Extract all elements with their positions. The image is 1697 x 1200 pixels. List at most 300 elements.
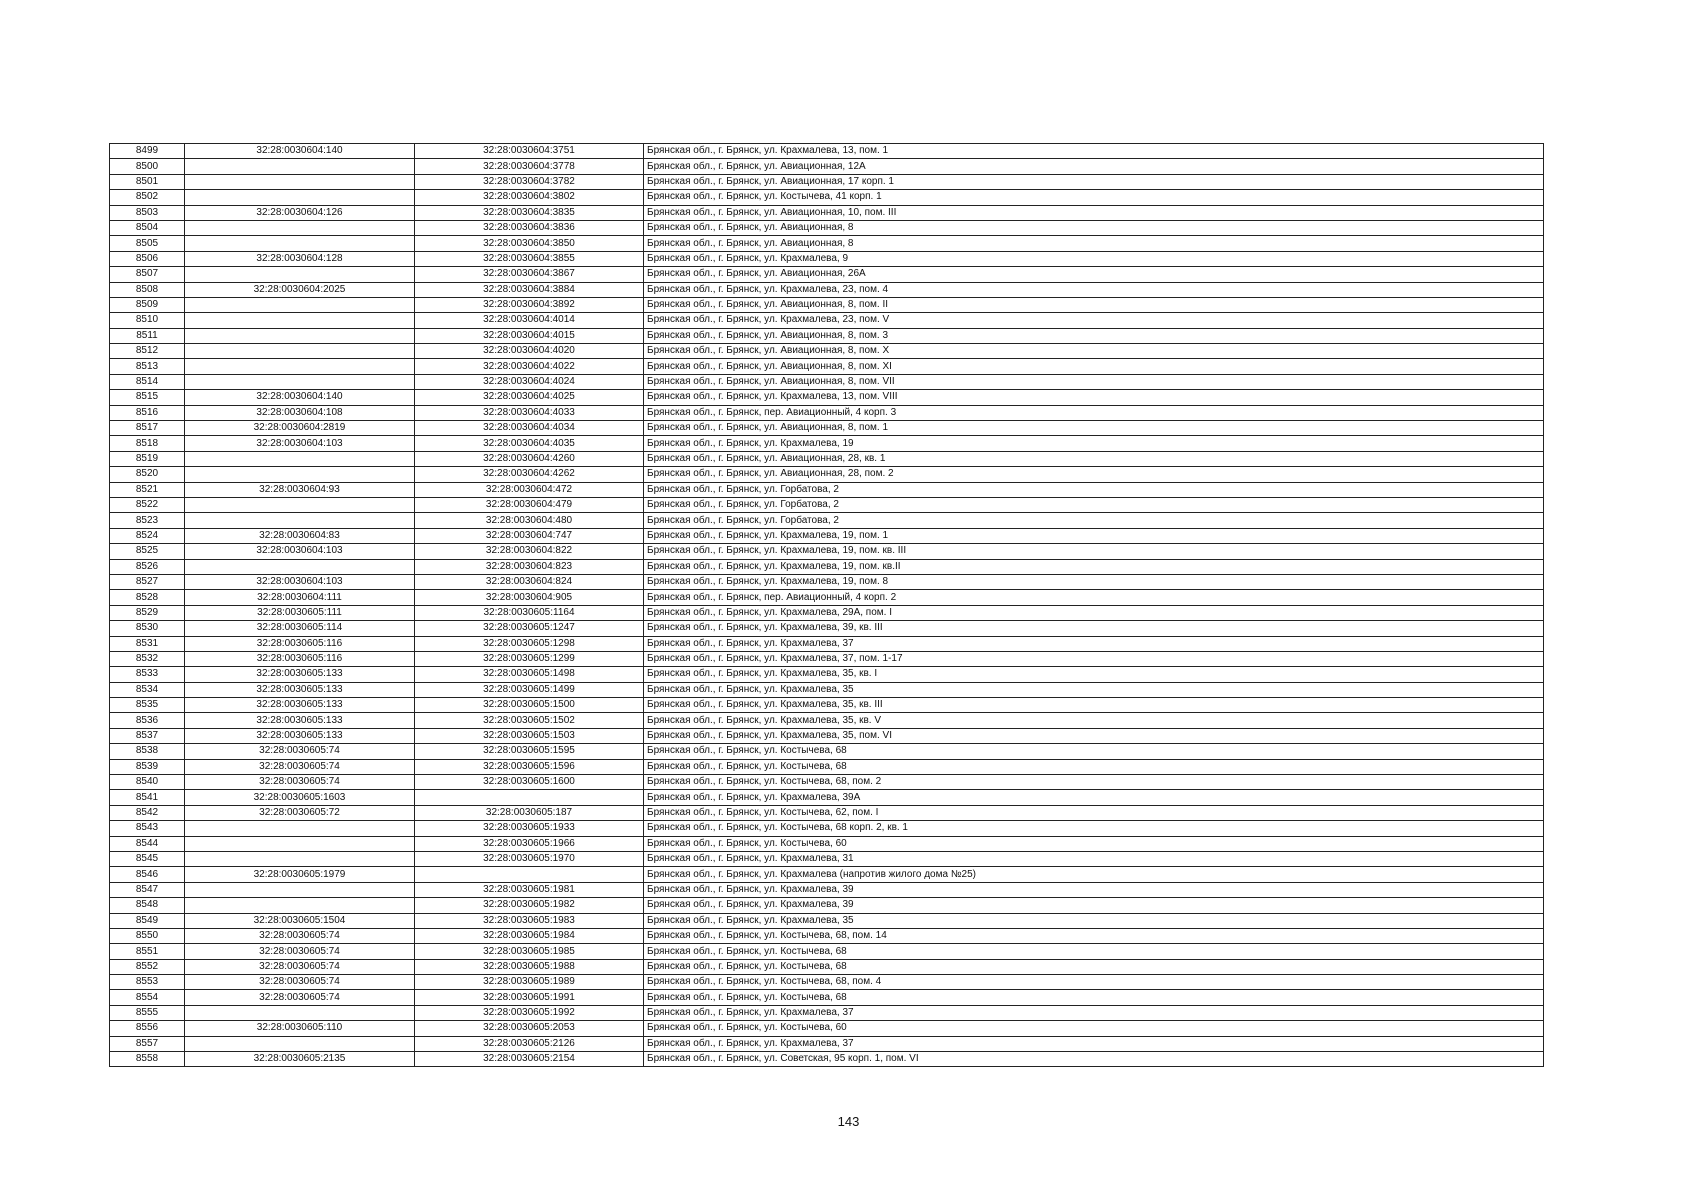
table-row	[110, 482, 1544, 497]
table-row	[110, 328, 1544, 343]
address-cell: Брянская обл., г. Брянск, ул. Крахмалева, 31	[644, 851, 1544, 866]
parent-cadastral-number-cell	[185, 451, 415, 466]
parent-cadastral-number-cell: 32:28:0030604:2819	[185, 421, 415, 436]
row-number-cell: 8549	[110, 913, 185, 928]
row-number-cell: 8535	[110, 698, 185, 713]
address-cell: Брянская обл., г. Брянск, ул. Крахмалева, 35, кв. V	[644, 713, 1544, 728]
parent-cadastral-number-cell	[185, 328, 415, 343]
parent-cadastral-number-cell	[185, 267, 415, 282]
address-cell: Брянская обл., г. Брянск, ул. Костычева, 68, пом. 4	[644, 975, 1544, 990]
table-row	[110, 898, 1544, 913]
parent-cadastral-number-cell: 32:28:0030604:93	[185, 482, 415, 497]
row-number-cell: 8529	[110, 605, 185, 620]
cadastral-number-cell: 32:28:0030605:1247	[415, 621, 644, 636]
cadastral-number-cell: 32:28:0030605:187	[415, 805, 644, 820]
parent-cadastral-number-cell: 32:28:0030605:133	[185, 667, 415, 682]
row-number-cell: 8522	[110, 497, 185, 512]
parent-cadastral-number-cell	[185, 344, 415, 359]
row-number-cell: 8532	[110, 651, 185, 666]
table-row	[110, 174, 1544, 189]
row-number-cell: 8527	[110, 574, 185, 589]
address-cell: Брянская обл., г. Брянск, ул. Крахмалева (напротив жилого дома №25)	[644, 867, 1544, 882]
cadastral-number-cell: 32:28:0030605:2053	[415, 1021, 644, 1036]
parent-cadastral-number-cell: 32:28:0030605:74	[185, 928, 415, 943]
row-number-cell: 8505	[110, 236, 185, 251]
address-cell: Брянская обл., г. Брянск, ул. Крахмалева, 39	[644, 898, 1544, 913]
address-cell: Брянская обл., г. Брянск, ул. Крахмалева, 29А, пом. I	[644, 605, 1544, 620]
cadastral-number-cell: 32:28:0030604:3778	[415, 159, 644, 174]
address-cell: Брянская обл., г. Брянск, ул. Крахмалева, 35, кв. III	[644, 698, 1544, 713]
cadastral-number-cell: 32:28:0030604:3855	[415, 251, 644, 266]
parent-cadastral-number-cell: 32:28:0030605:74	[185, 959, 415, 974]
cadastral-number-cell: 32:28:0030605:2126	[415, 1036, 644, 1051]
parent-cadastral-number-cell: 32:28:0030605:72	[185, 805, 415, 820]
table-body	[110, 144, 1544, 1067]
table-row	[110, 559, 1544, 574]
parent-cadastral-number-cell	[185, 882, 415, 897]
address-cell: Брянская обл., г. Брянск, ул. Авиационная, 8, пом. XI	[644, 359, 1544, 374]
cadastral-number-cell: 32:28:0030605:1503	[415, 728, 644, 743]
parent-cadastral-number-cell: 32:28:0030605:1504	[185, 913, 415, 928]
row-number-cell: 8499	[110, 144, 185, 159]
cadastral-number-cell: 32:28:0030605:1992	[415, 1005, 644, 1020]
row-number-cell: 8501	[110, 174, 185, 189]
address-cell: Брянская обл., г. Брянск, ул. Советская, 95 корп. 1, пом. VI	[644, 1052, 1544, 1067]
row-number-cell: 8542	[110, 805, 185, 820]
parent-cadastral-number-cell	[185, 851, 415, 866]
table-row	[110, 497, 1544, 512]
row-number-cell: 8534	[110, 682, 185, 697]
table-row	[110, 805, 1544, 820]
cadastral-number-cell: 32:28:0030605:1596	[415, 759, 644, 774]
parent-cadastral-number-cell: 32:28:0030604:103	[185, 574, 415, 589]
address-cell: Брянская обл., г. Брянск, пер. Авиационный, 4 корп. 3	[644, 405, 1544, 420]
parent-cadastral-number-cell: 32:28:0030604:126	[185, 205, 415, 220]
row-number-cell: 8510	[110, 313, 185, 328]
cadastral-number-cell: 32:28:0030604:4035	[415, 436, 644, 451]
address-cell: Брянская обл., г. Брянск, ул. Крахмалева, 23, пом. V	[644, 313, 1544, 328]
cadastral-number-cell: 32:28:0030605:1164	[415, 605, 644, 620]
table-row	[110, 851, 1544, 866]
cadastral-number-cell: 32:28:0030605:1991	[415, 990, 644, 1005]
parent-cadastral-number-cell: 32:28:0030605:74	[185, 990, 415, 1005]
row-number-cell: 8518	[110, 436, 185, 451]
parent-cadastral-number-cell	[185, 1005, 415, 1020]
address-cell: Брянская обл., г. Брянск, ул. Крахмалева, 39	[644, 882, 1544, 897]
table-row	[110, 267, 1544, 282]
cadastral-number-cell: 32:28:0030604:905	[415, 590, 644, 605]
page-number: 143	[837, 1114, 860, 1129]
address-cell: Брянская обл., г. Брянск, ул. Авиационная, 12А	[644, 159, 1544, 174]
parent-cadastral-number-cell: 32:28:0030604:128	[185, 251, 415, 266]
address-cell: Брянская обл., г. Брянск, ул. Крахмалева, 39А	[644, 790, 1544, 805]
cadastral-number-cell: 32:28:0030604:824	[415, 574, 644, 589]
table-row	[110, 451, 1544, 466]
address-cell: Брянская обл., г. Брянск, ул. Крахмалева, 9	[644, 251, 1544, 266]
table-row	[110, 436, 1544, 451]
table-row	[110, 975, 1544, 990]
parent-cadastral-number-cell	[185, 497, 415, 512]
row-number-cell: 8545	[110, 851, 185, 866]
parent-cadastral-number-cell: 32:28:0030605:1603	[185, 790, 415, 805]
cadastral-number-cell: 32:28:0030605:1981	[415, 882, 644, 897]
address-cell: Брянская обл., г. Брянск, ул. Крахмалева, 35	[644, 913, 1544, 928]
cadastral-number-cell: 32:28:0030604:3892	[415, 297, 644, 312]
cadastral-number-cell: 32:28:0030604:4034	[415, 421, 644, 436]
cadastral-number-cell: 32:28:0030604:3835	[415, 205, 644, 220]
parent-cadastral-number-cell: 32:28:0030605:116	[185, 636, 415, 651]
cadastral-number-cell: 32:28:0030605:1299	[415, 651, 644, 666]
address-cell: Брянская обл., г. Брянск, ул. Авиационная, 8, пом. X	[644, 344, 1544, 359]
cadastral-number-cell: 32:28:0030604:4014	[415, 313, 644, 328]
cadastral-number-cell: 32:28:0030604:4025	[415, 390, 644, 405]
table-row	[110, 944, 1544, 959]
row-number-cell: 8511	[110, 328, 185, 343]
table-row	[110, 421, 1544, 436]
address-cell: Брянская обл., г. Брянск, ул. Авиационная, 17 корп. 1	[644, 174, 1544, 189]
row-number-cell: 8514	[110, 374, 185, 389]
table-row	[110, 513, 1544, 528]
parent-cadastral-number-cell	[185, 1036, 415, 1051]
table-row	[110, 1052, 1544, 1067]
table-row	[110, 667, 1544, 682]
address-cell: Брянская обл., г. Брянск, ул. Костычева, 60	[644, 1021, 1544, 1036]
row-number-cell: 8508	[110, 282, 185, 297]
row-number-cell: 8547	[110, 882, 185, 897]
table-row	[110, 405, 1544, 420]
cadastral-number-cell: 32:28:0030604:3850	[415, 236, 644, 251]
cadastral-number-cell: 32:28:0030605:1982	[415, 898, 644, 913]
row-number-cell: 8506	[110, 251, 185, 266]
table-row	[110, 605, 1544, 620]
table-row	[110, 790, 1544, 805]
cadastral-number-cell: 32:28:0030605:1985	[415, 944, 644, 959]
parent-cadastral-number-cell	[185, 236, 415, 251]
address-cell: Брянская обл., г. Брянск, ул. Крахмалева, 19	[644, 436, 1544, 451]
row-number-cell: 8500	[110, 159, 185, 174]
parent-cadastral-number-cell: 32:28:0030605:133	[185, 698, 415, 713]
table-row	[110, 759, 1544, 774]
cadastral-number-cell: 32:28:0030604:480	[415, 513, 644, 528]
table-row	[110, 374, 1544, 389]
row-number-cell: 8540	[110, 775, 185, 790]
cadastral-number-cell: 32:28:0030604:747	[415, 528, 644, 543]
row-number-cell: 8556	[110, 1021, 185, 1036]
address-cell: Брянская обл., г. Брянск, ул. Крахмалева, 23, пом. 4	[644, 282, 1544, 297]
parent-cadastral-number-cell	[185, 359, 415, 374]
row-number-cell: 8531	[110, 636, 185, 651]
row-number-cell: 8509	[110, 297, 185, 312]
table-row	[110, 821, 1544, 836]
table-row	[110, 390, 1544, 405]
table-row	[110, 836, 1544, 851]
address-cell: Брянская обл., г. Брянск, ул. Крахмалева, 13, пом. 1	[644, 144, 1544, 159]
parent-cadastral-number-cell	[185, 159, 415, 174]
row-number-cell: 8525	[110, 544, 185, 559]
address-cell: Брянская обл., г. Брянск, ул. Крахмалева, 37	[644, 1005, 1544, 1020]
table-row	[110, 1005, 1544, 1020]
cadastral-number-cell: 32:28:0030605:1984	[415, 928, 644, 943]
cadastral-number-cell: 32:28:0030605:1502	[415, 713, 644, 728]
cadastral-number-cell: 32:28:0030604:472	[415, 482, 644, 497]
address-cell: Брянская обл., г. Брянск, ул. Костычева, 62, пом. I	[644, 805, 1544, 820]
parent-cadastral-number-cell	[185, 313, 415, 328]
cadastral-number-cell: 32:28:0030604:4033	[415, 405, 644, 420]
row-number-cell: 8512	[110, 344, 185, 359]
table-row	[110, 698, 1544, 713]
table-row	[110, 775, 1544, 790]
row-number-cell: 8552	[110, 959, 185, 974]
parent-cadastral-number-cell: 32:28:0030605:111	[185, 605, 415, 620]
row-number-cell: 8507	[110, 267, 185, 282]
parent-cadastral-number-cell	[185, 297, 415, 312]
cadastral-number-cell: 32:28:0030605:1988	[415, 959, 644, 974]
cadastral-number-cell: 32:28:0030605:1600	[415, 775, 644, 790]
table-row	[110, 344, 1544, 359]
table-row	[110, 682, 1544, 697]
row-number-cell: 8536	[110, 713, 185, 728]
cadastral-number-cell: 32:28:0030604:3867	[415, 267, 644, 282]
address-cell: Брянская обл., г. Брянск, ул. Крахмалева, 19, пом. кв. III	[644, 544, 1544, 559]
cadastral-number-cell: 32:28:0030605:1298	[415, 636, 644, 651]
table-row	[110, 544, 1544, 559]
table-row	[110, 728, 1544, 743]
parent-cadastral-number-cell: 32:28:0030604:111	[185, 590, 415, 605]
parent-cadastral-number-cell: 32:28:0030605:2135	[185, 1052, 415, 1067]
parent-cadastral-number-cell: 32:28:0030605:74	[185, 775, 415, 790]
row-number-cell: 8558	[110, 1052, 185, 1067]
address-cell: Брянская обл., г. Брянск, пер. Авиационный, 4 корп. 2	[644, 590, 1544, 605]
parent-cadastral-number-cell	[185, 513, 415, 528]
address-cell: Брянская обл., г. Брянск, ул. Горбатова, 2	[644, 513, 1544, 528]
address-cell: Брянская обл., г. Брянск, ул. Крахмалева, 13, пом. VIII	[644, 390, 1544, 405]
parent-cadastral-number-cell: 32:28:0030605:74	[185, 944, 415, 959]
address-cell: Брянская обл., г. Брянск, ул. Крахмалева, 37	[644, 636, 1544, 651]
cadastral-number-cell: 32:28:0030605:1933	[415, 821, 644, 836]
address-cell: Брянская обл., г. Брянск, ул. Крахмалева, 19, пом. 1	[644, 528, 1544, 543]
parent-cadastral-number-cell: 32:28:0030605:133	[185, 713, 415, 728]
table-row	[110, 713, 1544, 728]
cadastral-number-cell: 32:28:0030604:3782	[415, 174, 644, 189]
table-row	[110, 251, 1544, 266]
cadastral-number-cell: 32:28:0030605:1499	[415, 682, 644, 697]
parent-cadastral-number-cell: 32:28:0030605:74	[185, 975, 415, 990]
parent-cadastral-number-cell: 32:28:0030605:74	[185, 744, 415, 759]
address-cell: Брянская обл., г. Брянск, ул. Костычева, 68	[644, 944, 1544, 959]
cadastral-number-cell: 32:28:0030605:1595	[415, 744, 644, 759]
table-row	[110, 144, 1544, 159]
cadastral-number-cell: 32:28:0030604:4260	[415, 451, 644, 466]
table-row	[110, 467, 1544, 482]
address-cell: Брянская обл., г. Брянск, ул. Крахмалева, 37	[644, 1036, 1544, 1051]
row-number-cell: 8526	[110, 559, 185, 574]
parent-cadastral-number-cell	[185, 467, 415, 482]
row-number-cell: 8503	[110, 205, 185, 220]
row-number-cell: 8524	[110, 528, 185, 543]
table-row	[110, 621, 1544, 636]
row-number-cell: 8557	[110, 1036, 185, 1051]
cadastral-number-cell: 32:28:0030604:3751	[415, 144, 644, 159]
cadastral-number-cell: 32:28:0030605:1983	[415, 913, 644, 928]
row-number-cell: 8521	[110, 482, 185, 497]
row-number-cell: 8528	[110, 590, 185, 605]
cadastral-number-cell: 32:28:0030605:1966	[415, 836, 644, 851]
cadastral-number-cell: 32:28:0030605:1970	[415, 851, 644, 866]
address-cell: Брянская обл., г. Брянск, ул. Крахмалева, 35	[644, 682, 1544, 697]
row-number-cell: 8554	[110, 990, 185, 1005]
address-cell: Брянская обл., г. Брянск, ул. Горбатова, 2	[644, 497, 1544, 512]
row-number-cell: 8553	[110, 975, 185, 990]
row-number-cell: 8550	[110, 928, 185, 943]
parent-cadastral-number-cell: 32:28:0030604:108	[185, 405, 415, 420]
cadastral-number-cell: 32:28:0030605:1500	[415, 698, 644, 713]
row-number-cell: 8504	[110, 220, 185, 235]
parent-cadastral-number-cell	[185, 190, 415, 205]
address-cell: Брянская обл., г. Брянск, ул. Авиационная, 8	[644, 236, 1544, 251]
row-number-cell: 8551	[110, 944, 185, 959]
row-number-cell: 8538	[110, 744, 185, 759]
cadastral-number-cell: 32:28:0030605:2154	[415, 1052, 644, 1067]
cadastral-number-cell: 32:28:0030604:4024	[415, 374, 644, 389]
parent-cadastral-number-cell	[185, 898, 415, 913]
parent-cadastral-number-cell: 32:28:0030604:2025	[185, 282, 415, 297]
address-cell: Брянская обл., г. Брянск, ул. Авиационная, 28, кв. 1	[644, 451, 1544, 466]
address-cell: Брянская обл., г. Брянск, ул. Костычева, 68	[644, 744, 1544, 759]
address-cell: Брянская обл., г. Брянск, ул. Костычева, 68	[644, 990, 1544, 1005]
table-row	[110, 636, 1544, 651]
address-cell: Брянская обл., г. Брянск, ул. Крахмалева, 35, кв. I	[644, 667, 1544, 682]
parent-cadastral-number-cell: 32:28:0030605:133	[185, 682, 415, 697]
cadastral-number-cell	[415, 790, 644, 805]
address-cell: Брянская обл., г. Брянск, ул. Костычева, 60	[644, 836, 1544, 851]
parent-cadastral-number-cell: 32:28:0030604:140	[185, 144, 415, 159]
row-number-cell: 8519	[110, 451, 185, 466]
cadastral-number-cell: 32:28:0030605:1498	[415, 667, 644, 682]
address-cell: Брянская обл., г. Брянск, ул. Крахмалева, 39, кв. III	[644, 621, 1544, 636]
row-number-cell: 8537	[110, 728, 185, 743]
parent-cadastral-number-cell	[185, 374, 415, 389]
address-cell: Брянская обл., г. Брянск, ул. Крахмалева, 19, пом. 8	[644, 574, 1544, 589]
row-number-cell: 8548	[110, 898, 185, 913]
address-cell: Брянская обл., г. Брянск, ул. Авиационная, 8	[644, 220, 1544, 235]
table-row	[110, 928, 1544, 943]
table-row	[110, 590, 1544, 605]
table-row	[110, 882, 1544, 897]
parent-cadastral-number-cell	[185, 220, 415, 235]
cadastral-number-cell: 32:28:0030604:4022	[415, 359, 644, 374]
parent-cadastral-number-cell	[185, 836, 415, 851]
address-cell: Брянская обл., г. Брянск, ул. Крахмалева, 19, пом. кв.II	[644, 559, 1544, 574]
parent-cadastral-number-cell: 32:28:0030605:110	[185, 1021, 415, 1036]
row-number-cell: 8555	[110, 1005, 185, 1020]
address-cell: Брянская обл., г. Брянск, ул. Авиационная, 26А	[644, 267, 1544, 282]
row-number-cell: 8544	[110, 836, 185, 851]
table-row	[110, 913, 1544, 928]
row-number-cell: 8530	[110, 621, 185, 636]
address-cell: Брянская обл., г. Брянск, ул. Авиационная, 8, пом. II	[644, 297, 1544, 312]
table-row	[110, 651, 1544, 666]
address-cell: Брянская обл., г. Брянск, ул. Авиационная, 28, пом. 2	[644, 467, 1544, 482]
address-cell: Брянская обл., г. Брянск, ул. Авиационная, 8, пом. VII	[644, 374, 1544, 389]
table-row	[110, 313, 1544, 328]
row-number-cell: 8546	[110, 867, 185, 882]
cadastral-table	[109, 143, 1544, 1067]
table-row	[110, 236, 1544, 251]
table-row	[110, 744, 1544, 759]
row-number-cell: 8515	[110, 390, 185, 405]
address-cell: Брянская обл., г. Брянск, ул. Горбатова, 2	[644, 482, 1544, 497]
table-row	[110, 1036, 1544, 1051]
address-cell: Брянская обл., г. Брянск, ул. Костычева, 68	[644, 759, 1544, 774]
row-number-cell: 8516	[110, 405, 185, 420]
table-row	[110, 959, 1544, 974]
parent-cadastral-number-cell	[185, 821, 415, 836]
parent-cadastral-number-cell: 32:28:0030605:114	[185, 621, 415, 636]
address-cell: Брянская обл., г. Брянск, ул. Костычева, 68 корп. 2, кв. 1	[644, 821, 1544, 836]
table-row	[110, 205, 1544, 220]
table-row	[110, 282, 1544, 297]
row-number-cell: 8541	[110, 790, 185, 805]
cadastral-number-cell: 32:28:0030604:4020	[415, 344, 644, 359]
address-cell: Брянская обл., г. Брянск, ул. Крахмалева, 37, пом. 1-17	[644, 651, 1544, 666]
parent-cadastral-number-cell: 32:28:0030604:103	[185, 544, 415, 559]
cadastral-number-cell: 32:28:0030604:3802	[415, 190, 644, 205]
parent-cadastral-number-cell: 32:28:0030604:83	[185, 528, 415, 543]
table-row	[110, 867, 1544, 882]
table-row	[110, 220, 1544, 235]
row-number-cell: 8502	[110, 190, 185, 205]
cadastral-number-cell	[415, 867, 644, 882]
parent-cadastral-number-cell	[185, 559, 415, 574]
cadastral-number-cell: 32:28:0030604:4262	[415, 467, 644, 482]
address-cell: Брянская обл., г. Брянск, ул. Костычева, 68, пом. 2	[644, 775, 1544, 790]
table-row	[110, 359, 1544, 374]
table-row	[110, 1021, 1544, 1036]
parent-cadastral-number-cell	[185, 174, 415, 189]
cadastral-number-cell: 32:28:0030604:3884	[415, 282, 644, 297]
parent-cadastral-number-cell: 32:28:0030605:74	[185, 759, 415, 774]
address-cell: Брянская обл., г. Брянск, ул. Авиационная, 8, пом. 3	[644, 328, 1544, 343]
cadastral-number-cell: 32:28:0030604:479	[415, 497, 644, 512]
row-number-cell: 8513	[110, 359, 185, 374]
row-number-cell: 8533	[110, 667, 185, 682]
address-cell: Брянская обл., г. Брянск, ул. Крахмалева, 35, пом. VI	[644, 728, 1544, 743]
cadastral-number-cell: 32:28:0030604:823	[415, 559, 644, 574]
parent-cadastral-number-cell: 32:28:0030604:140	[185, 390, 415, 405]
address-cell: Брянская обл., г. Брянск, ул. Костычева, 41 корп. 1	[644, 190, 1544, 205]
address-cell: Брянская обл., г. Брянск, ул. Авиационная, 8, пом. 1	[644, 421, 1544, 436]
cadastral-number-cell: 32:28:0030604:3836	[415, 220, 644, 235]
row-number-cell: 8523	[110, 513, 185, 528]
row-number-cell: 8520	[110, 467, 185, 482]
row-number-cell: 8539	[110, 759, 185, 774]
table-row	[110, 190, 1544, 205]
cadastral-number-cell: 32:28:0030604:822	[415, 544, 644, 559]
row-number-cell: 8517	[110, 421, 185, 436]
parent-cadastral-number-cell: 32:28:0030605:1979	[185, 867, 415, 882]
table-row	[110, 528, 1544, 543]
address-cell: Брянская обл., г. Брянск, ул. Костычева, 68, пом. 14	[644, 928, 1544, 943]
row-number-cell: 8543	[110, 821, 185, 836]
address-cell: Брянская обл., г. Брянск, ул. Костычева, 68	[644, 959, 1544, 974]
cadastral-number-cell: 32:28:0030604:4015	[415, 328, 644, 343]
table-row	[110, 574, 1544, 589]
table-row	[110, 297, 1544, 312]
address-cell: Брянская обл., г. Брянск, ул. Авиационная, 10, пом. III	[644, 205, 1544, 220]
parent-cadastral-number-cell: 32:28:0030604:103	[185, 436, 415, 451]
cadastral-number-cell: 32:28:0030605:1989	[415, 975, 644, 990]
parent-cadastral-number-cell: 32:28:0030605:116	[185, 651, 415, 666]
